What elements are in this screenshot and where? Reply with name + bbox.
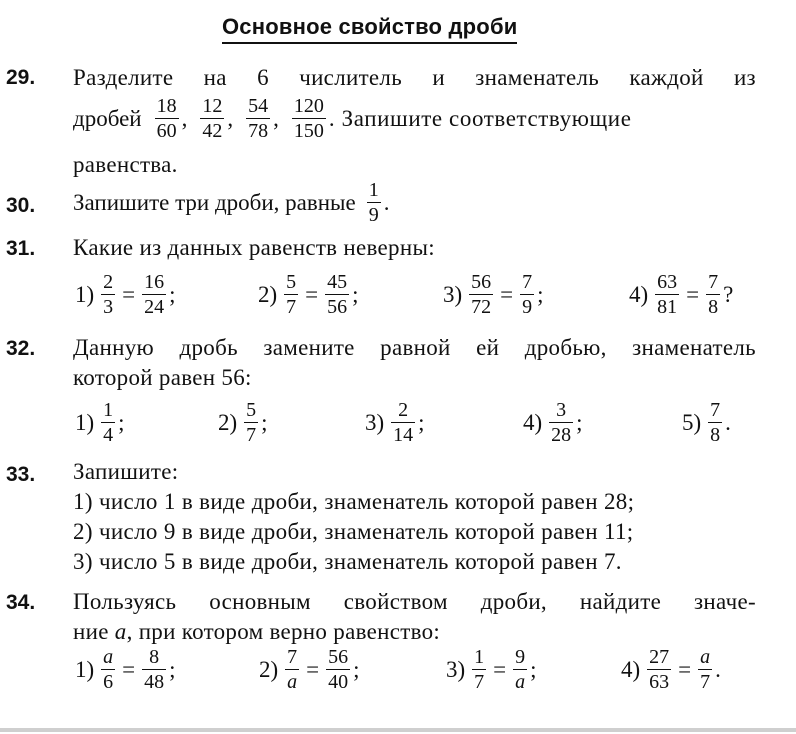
- problem-32-line-1: [73, 333, 756, 363]
- problem-31-item-2: 2) $\frac{5}{7}$ = $\frac{45}{56}$ ;: [258, 271, 359, 318]
- problem-34-number: 34.: [6, 591, 36, 614]
- problem-32-line-2: которой равен 56:: [73, 365, 252, 390]
- problem-32-item-3: 3) $\frac{2}{14}$ ;: [365, 399, 425, 446]
- problem-34-item-2: 2) $\frac{7}{a}$ = $\frac{56}{40}$ ;: [259, 646, 360, 693]
- word: каждой: [629, 65, 704, 90]
- problem-31-text: Какие из данных равенств неверны:: [73, 235, 435, 260]
- problem-34-item-1: 1) $\frac{a}{6}$ = $\frac{8}{48}$ ;: [75, 646, 176, 693]
- word: и: [432, 65, 445, 90]
- word: замените: [263, 335, 355, 360]
- problem-32-item-5: 5) $\frac{7}{8}$ .: [682, 399, 731, 446]
- word: Пользуясь: [73, 589, 177, 614]
- word: знаменатель: [632, 335, 756, 360]
- fraction: $\frac{12}{42}$: [202, 95, 223, 142]
- word: основным: [209, 589, 311, 614]
- problem-30-line: [73, 180, 389, 225]
- problem-29-line-2: [73, 96, 632, 141]
- word: найдите: [579, 589, 662, 614]
- page-bottom-border: [0, 728, 796, 732]
- text: дробей: [73, 105, 142, 131]
- problem-33-line-3: 2) число 9 в виде дроби, знаменатель которой равен 11;: [73, 519, 634, 544]
- problem-32-item-2: 2) $\frac{5}{7}$ ;: [218, 399, 268, 446]
- problem-34-item-4: 4) $\frac{27}{63}$ = $\frac{a}{7}$ .: [621, 646, 721, 693]
- word: значе-: [694, 589, 756, 614]
- problem-31-item-1: 1) $\frac{2}{3}$ = $\frac{16}{24}$ ;: [75, 271, 176, 318]
- problem-29-line-1: [73, 63, 756, 93]
- comma: ,: [273, 105, 279, 131]
- word: числитель: [299, 65, 403, 90]
- problem-34-item-3: 3) $\frac{1}{7}$ = $\frac{9}{a}$ ;: [446, 646, 537, 693]
- problem-33-line-1: Запишите:: [73, 459, 179, 484]
- text: .: [383, 189, 390, 215]
- comma: ,: [227, 105, 234, 131]
- problem-32-item-1: 1) $\frac{1}{4}$ ;: [75, 399, 125, 446]
- problem-34-line-1: [73, 587, 756, 617]
- word: свойством: [343, 589, 448, 614]
- fraction: $\frac{54}{78}$: [248, 95, 269, 142]
- word: знаменатель: [475, 65, 600, 90]
- problem-31-number: 31.: [6, 237, 36, 260]
- comma: ,: [181, 105, 188, 131]
- problem-33-number: 33.: [6, 463, 36, 486]
- problem-33-line-2: 1) число 1 в виде дроби, знаменатель которой равен 28;: [73, 489, 635, 514]
- fraction: $\frac{1}{9}$: [368, 179, 379, 226]
- word: Данную: [73, 335, 154, 360]
- word: дроби,: [480, 589, 547, 614]
- problem-32-item-4: 4) $\frac{3}{28}$ ;: [523, 399, 583, 446]
- word: дробь: [179, 335, 238, 360]
- text: . Запишите соответствующие: [328, 105, 632, 131]
- problem-29-number: 29.: [6, 66, 36, 89]
- problem-30-number: 30.: [6, 194, 36, 217]
- page-title: Основное свойство дроби: [222, 14, 517, 44]
- problem-29-line-3: равенства.: [73, 152, 178, 177]
- word: Разделите: [73, 65, 174, 90]
- fraction: $\frac{120}{150}$: [293, 95, 324, 142]
- word: 6: [257, 65, 269, 90]
- problem-31-item-4: 4) $\frac{63}{81}$ = $\frac{7}{8}$ ?: [629, 271, 734, 318]
- problem-34-line-2: ние a, при котором верно равенство:: [73, 619, 441, 644]
- word: дробью,: [524, 335, 607, 360]
- fraction: $\frac{18}{60}$: [156, 95, 177, 142]
- word: на: [203, 65, 227, 90]
- problem-33-line-4: 3) число 5 в виде дроби, знаменатель которой равен 7.: [73, 549, 622, 574]
- problem-31-item-3: 3) $\frac{56}{72}$ = $\frac{7}{9}$ ;: [443, 271, 544, 318]
- problem-32-number: 32.: [6, 337, 36, 360]
- word: из: [733, 65, 756, 90]
- word: ей: [476, 335, 500, 360]
- text: Запишите три дроби, равные: [73, 189, 356, 215]
- word: равной: [380, 335, 451, 360]
